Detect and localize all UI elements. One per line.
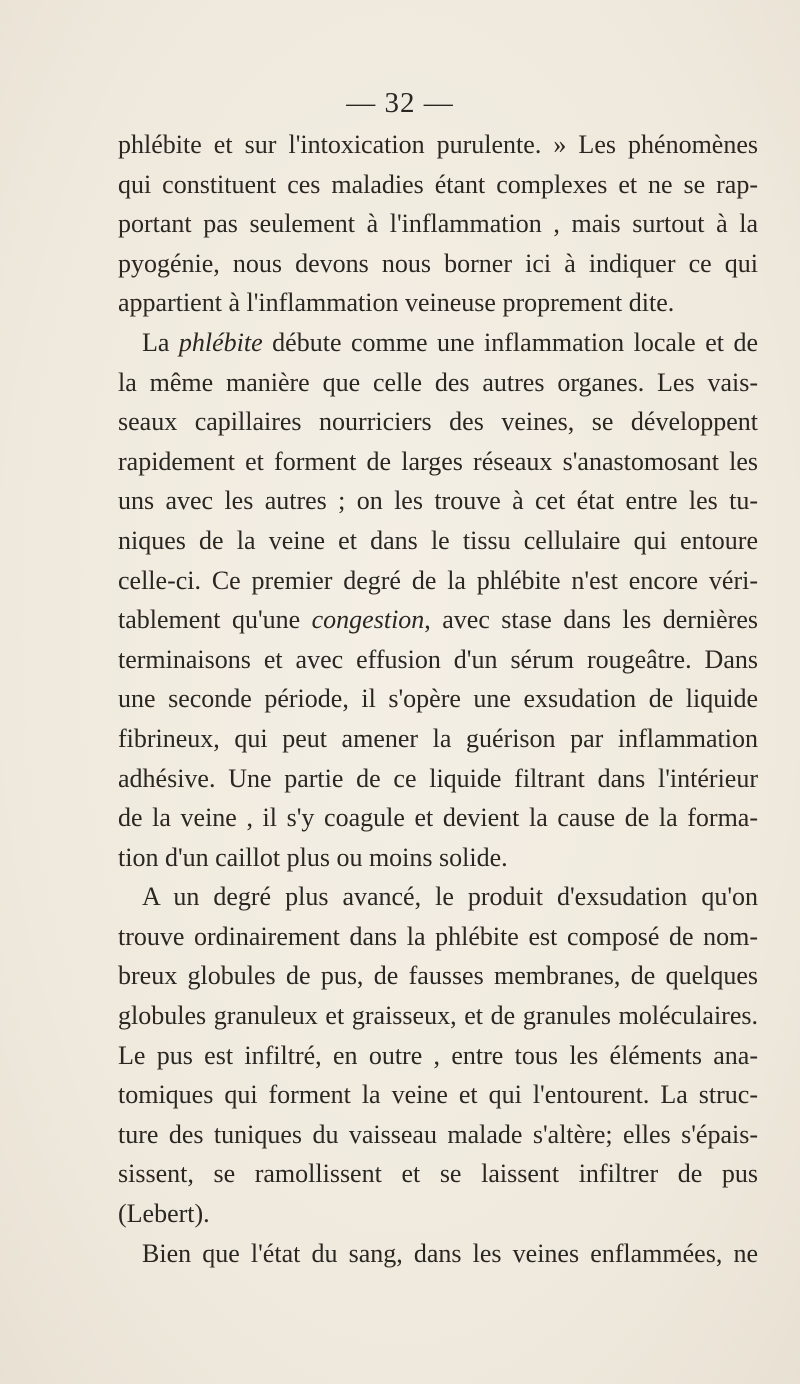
- text-line: pyogénie, nous devons nous borner ici à indiquer ce qui: [118, 248, 758, 278]
- text-line: fibrineux, qui peut amener la guérison par inflammation: [118, 723, 758, 753]
- line-segment: tablement qu'une: [118, 605, 312, 635]
- text-line: sissent, se ramollissent et se laissent infiltrer de pus: [118, 1159, 758, 1189]
- text-line: rapidement et forment de larges réseaux s'anastomosant les: [118, 446, 758, 476]
- text-line: adhésive. Une partie de ce liquide filtrant dans l'intérieur: [118, 763, 758, 793]
- page-number: — 32 —: [346, 87, 454, 119]
- text-line: tion d'un caillot plus ou moins solide.: [118, 842, 508, 872]
- text-line: qui constituent ces maladies étant complexes et ne se rap-: [118, 169, 758, 199]
- text-line: ture des tuniques du vaisseau malade s'altère; elles s'épais-: [118, 1119, 758, 1149]
- line-segment: La: [142, 327, 179, 357]
- line-segment: débute comme une inflammation locale et de: [262, 327, 758, 357]
- body-text: [118, 125, 758, 1273]
- text-line: phlébite et sur l'intoxication purulente. » Les phénomènes: [118, 130, 758, 159]
- text-line: une seconde période, il s'opère une exsudation de liquide: [118, 684, 758, 714]
- text-line: trouve ordinairement dans la phlébite est composé de nom-: [118, 921, 758, 951]
- text-line: [118, 600, 758, 640]
- text-line: uns avec les autres ; on les trouve à cet état entre les tu-: [118, 486, 758, 516]
- text-line: portant pas seulement à l'inflammation , mais surtout à la: [118, 209, 758, 239]
- text-line: Bien que l'état du sang, dans les veines enflammées, ne: [142, 1238, 758, 1268]
- text-line: la même manière que celle des autres organes. Les vais-: [118, 367, 758, 397]
- text-line: seaux capillaires nourriciers des veines, se développent: [118, 407, 758, 437]
- line-segment: , avec stase dans les dernières: [424, 605, 758, 635]
- text-line: A un degré plus avancé, le produit d'exsudation qu'on: [142, 882, 758, 912]
- text-line: [118, 323, 758, 363]
- text-line: terminaisons et avec effusion d'un sérum rougeâtre. Dans: [118, 644, 758, 674]
- text-line: breux globules de pus, de fausses membranes, de quelques: [118, 961, 758, 991]
- text-line: globules granuleux et graisseux, et de granules moléculaires.: [118, 1001, 758, 1031]
- text-line: celle-ci. Ce premier degré de la phlébite n'est encore véri-: [118, 565, 758, 595]
- text-line: appartient à l'inflammation veineuse proprement dite.: [118, 288, 675, 318]
- text-line: (Lebert).: [118, 1199, 210, 1229]
- text-line: tomiques qui forment la veine et qui l'entourent. La struc-: [118, 1080, 758, 1110]
- text-line: niques de la veine et dans le tissu cellulaire qui entoure: [118, 525, 758, 555]
- text-line: Le pus est infiltré, en outre , entre tous les éléments ana-: [118, 1040, 758, 1070]
- italic-term: phlébite: [178, 327, 263, 357]
- italic-term: congestion: [311, 605, 425, 635]
- text-line: de la veine , il s'y coagule et devient la cause de la forma-: [118, 803, 758, 833]
